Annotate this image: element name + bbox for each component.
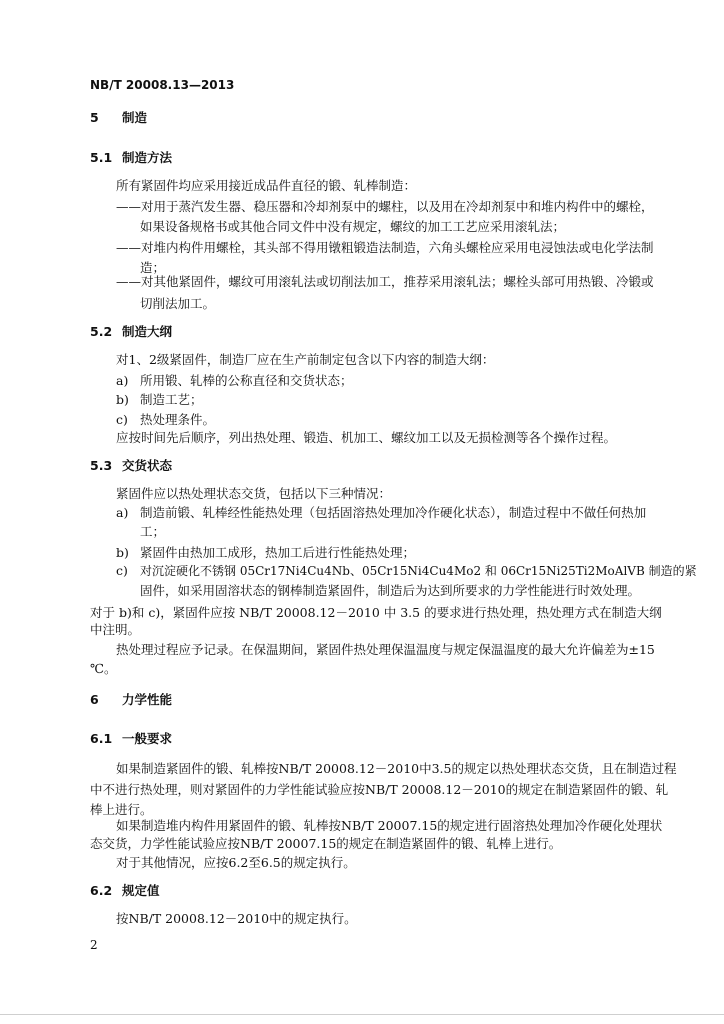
section-5-1-heading	[90, 148, 172, 166]
list-item-text: 所用锻、轧棒的公称直径和交货状态；	[140, 373, 353, 388]
list-item	[116, 390, 203, 408]
paragraph-continuation: 态交货，力学性能试验应按NB/T 20007.15的规定在制造紧固件的锻、轧棒上进行。	[90, 836, 562, 851]
paragraph-continuation: 中不进行热处理，则对紧固件的力学性能试验应按NB/T 20008.12－2010的规定在制造紧固件的锻、轧	[90, 782, 669, 797]
section-number: 6	[90, 692, 99, 707]
list-item-text: 制造工艺；	[140, 392, 203, 407]
section-number: 6.1	[90, 731, 113, 746]
paragraph: 对于 b)和 c)，紧固件应按 NB/T 20008.12－2010 中 3.5 的要求进行热处理，热处理方式在制造大纲	[90, 605, 662, 620]
section-5-2-heading	[90, 322, 172, 340]
list-marker: c)	[116, 412, 128, 427]
list-item-continuation: 如果设备规格书或其他合同文件中没有规定，螺纹的加工工艺应采用滚轧法；	[140, 219, 566, 234]
section-title: 制造方法	[122, 150, 173, 165]
list-item-text: 热处理条件。	[140, 412, 216, 427]
section-number: 5	[90, 110, 99, 125]
list-item	[116, 562, 697, 579]
list-item	[116, 371, 353, 389]
list-item-continuation: 造；	[140, 260, 166, 275]
section-title: 制造大纲	[122, 324, 173, 339]
list-marker: c)	[116, 563, 128, 578]
list-marker: b)	[116, 392, 129, 407]
section-title: 规定值	[122, 883, 160, 898]
list-item	[116, 503, 646, 521]
section-number: 5.3	[90, 458, 113, 473]
page-edge-divider	[0, 1014, 724, 1015]
section-5-heading	[90, 108, 147, 126]
section-6-2-heading	[90, 881, 160, 899]
section-title: 制造	[122, 110, 148, 125]
section-title: 交货状态	[122, 458, 173, 473]
paragraph: 如果制造堆内构件用紧固件的锻、轧棒按NB/T 20007.15的规定进行固溶热处理加冷作硬化处理状	[116, 818, 663, 833]
list-marker: a)	[116, 373, 129, 388]
paragraph: 对于其他情况，应按6.2至6.5的规定执行。	[116, 855, 356, 870]
section-number: 6.2	[90, 883, 113, 898]
paragraph: 热处理过程应予记录。在保温期间，紧固件热处理保温温度与规定保温温度的最大允许偏差为±15	[116, 642, 655, 657]
paragraph: 应按时间先后顺序，列出热处理、锻造、机加工、螺纹加工以及无损检测等各个操作过程。	[116, 430, 617, 445]
section-title: 力学性能	[122, 692, 173, 707]
page-number: 2	[90, 938, 98, 952]
paragraph-continuation: 棒上进行。	[90, 802, 153, 817]
section-6-1-heading	[90, 729, 172, 747]
list-item: ——对其他紧固件，螺纹可用滚轧法或切削法加工，推荐采用滚轧法；螺栓头部可用热锻、冷锻或	[116, 274, 654, 289]
list-item: ——对堆内构件用螺栓，其头部不得用镦粗锻造法制造，六角头螺栓应采用电浸蚀法或电化学法制	[116, 240, 654, 255]
paragraph: 对1、2级紧固件，制造厂应在生产前制定包含以下内容的制造大纲：	[116, 352, 495, 367]
list-item-continuation: 工；	[140, 524, 166, 539]
list-item-continuation: 切削法加工。	[140, 296, 216, 311]
paragraph-continuation: 中注明。	[90, 622, 141, 637]
paragraph-continuation: ℃。	[90, 661, 117, 676]
list-item	[116, 410, 215, 428]
list-marker: b)	[116, 545, 129, 560]
section-number: 5.1	[90, 150, 113, 165]
list-item-continuation: 固件，如采用固溶状态的钢棒制造紧固件，制造后为达到所要求的力学性能进行时效处理。	[140, 583, 641, 598]
paragraph: 按NB/T 20008.12－2010中的规定执行。	[116, 911, 357, 926]
paragraph: 紧固件应以热处理状态交货，包括以下三种情况：	[116, 486, 392, 501]
list-item-text: 制造前锻、轧棒经性能热处理（包括固溶热处理加冷作硬化状态），制造过程中不做任何热加	[140, 505, 647, 520]
list-marker: a)	[116, 505, 129, 520]
list-item	[116, 543, 415, 561]
document-header: NB/T 20008.13—2013	[90, 78, 235, 92]
section-title: 一般要求	[122, 731, 173, 746]
list-item-text: 对沉淀硬化不锈钢 05Cr17Ni4Cu4Nb、05Cr15Ni4Cu4Mo2 和 06Cr15Ni25Ti2MoAlVB 制造的紧	[140, 564, 697, 578]
list-item-text: 紧固件由热加工成形，热加工后进行性能热处理；	[140, 545, 416, 560]
section-number: 5.2	[90, 324, 113, 339]
section-5-3-heading	[90, 456, 172, 474]
paragraph: 如果制造紧固件的锻、轧棒按NB/T 20008.12－2010中3.5的规定以热处理状态交货，且在制造过程	[116, 761, 677, 776]
list-item: ——对用于蒸汽发生器、稳压器和冷却剂泵中的螺柱，以及用在冷却剂泵中和堆内构件中的螺栓，	[116, 199, 654, 214]
section-6-heading	[90, 690, 172, 708]
paragraph: 所有紧固件均应采用接近成品件直径的锻、轧棒制造：	[116, 178, 417, 193]
